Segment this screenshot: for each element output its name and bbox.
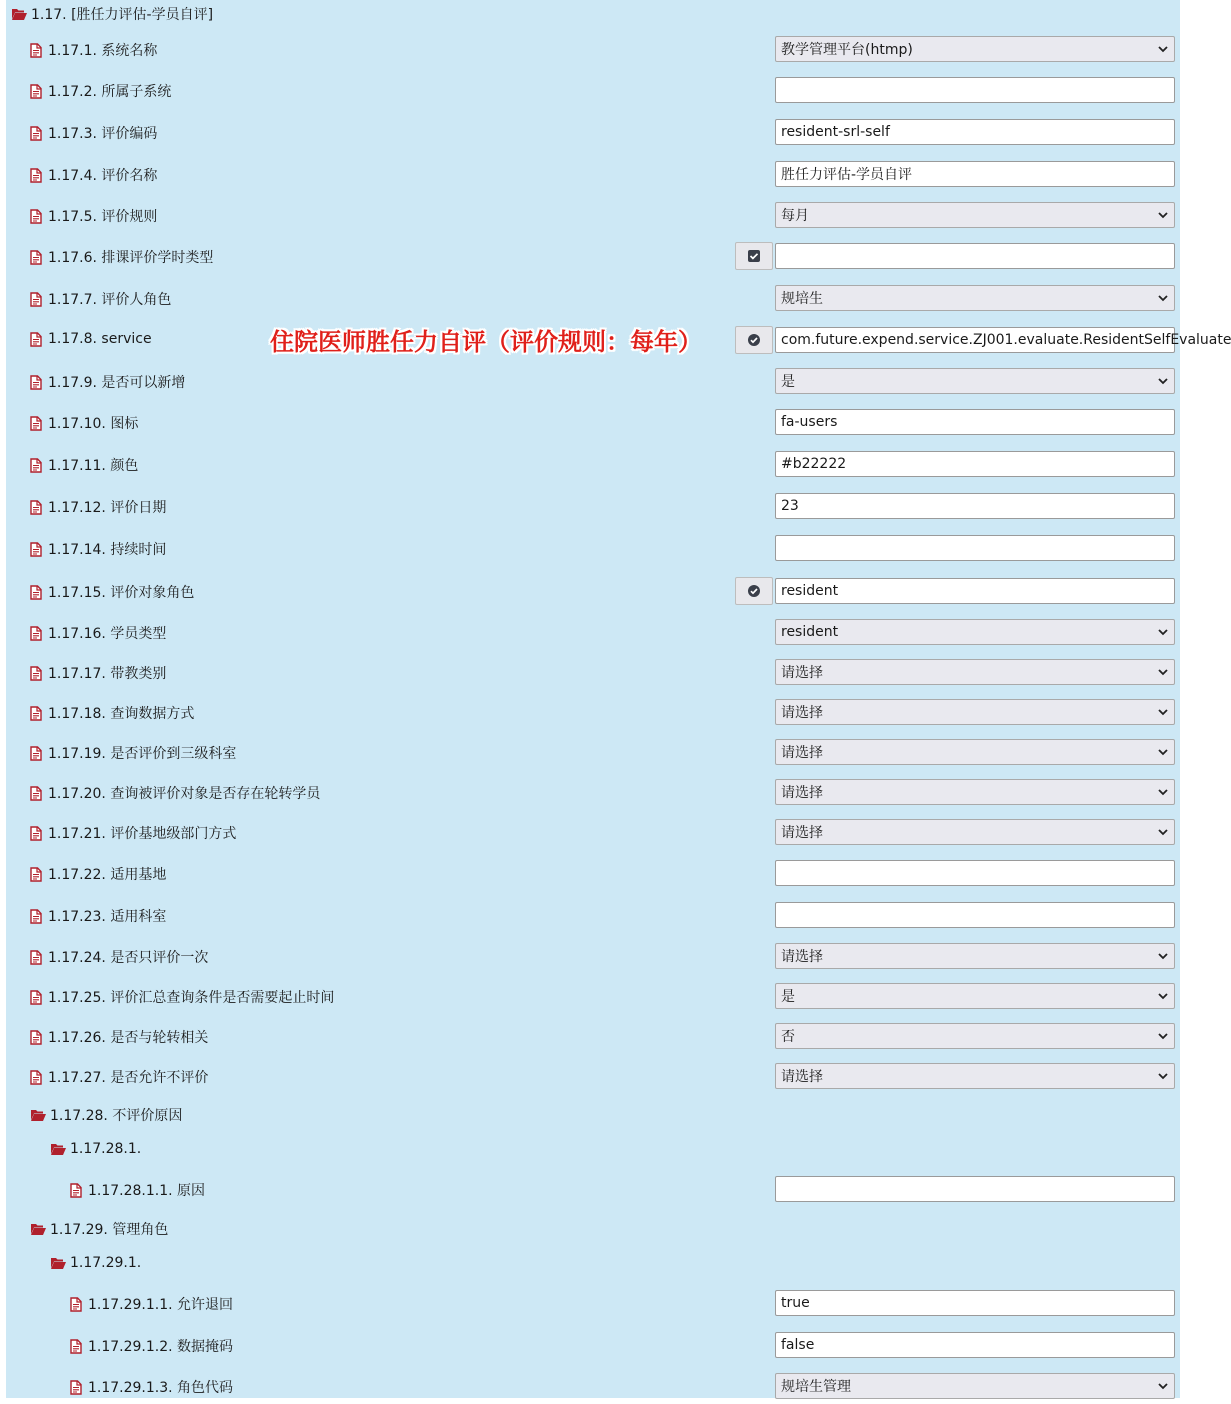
field-select[interactable]	[775, 36, 1175, 62]
input-value: resident	[781, 583, 839, 599]
field-input[interactable]	[775, 119, 1175, 145]
field-label: 1.17.14. 持续时间	[48, 542, 167, 558]
field-label: 1.17.29.1.3. 角色代码	[88, 1380, 234, 1396]
tree-field-row	[6, 1022, 1180, 1050]
field-label: 1.17.6. 排课评价学时类型	[48, 250, 214, 266]
tree-field-row	[6, 1331, 1180, 1359]
document-icon	[28, 374, 44, 390]
field-select[interactable]	[775, 819, 1175, 845]
field-input[interactable]	[775, 327, 1231, 353]
field-label-wrap	[28, 123, 157, 143]
field-label-wrap	[28, 743, 236, 763]
select-value: 是	[781, 374, 795, 390]
tree-field-row	[6, 901, 1180, 929]
section-header[interactable]	[6, 2, 1180, 24]
field-label-wrap	[30, 1219, 168, 1239]
field-label-wrap	[28, 582, 194, 602]
document-icon	[28, 1029, 44, 1045]
field-label: 1.17.12. 评价日期	[48, 500, 167, 516]
chevron-down-icon	[1157, 746, 1169, 758]
document-icon	[68, 1182, 84, 1198]
field-label-wrap	[28, 663, 166, 683]
field-label-wrap	[68, 1336, 233, 1356]
tree-field-row	[6, 942, 1180, 970]
field-label: 1.17.29.1.2. 数据掩码	[88, 1339, 234, 1355]
document-icon	[28, 167, 44, 183]
field-label: 1.17.7. 评价人角色	[48, 292, 172, 308]
field-input[interactable]	[775, 1290, 1175, 1316]
field-label-wrap	[68, 1377, 233, 1397]
chevron-down-icon	[1157, 375, 1169, 387]
field-select[interactable]	[775, 779, 1175, 805]
select-value: 请选择	[781, 825, 823, 841]
field-input[interactable]	[775, 409, 1175, 435]
field-label: 1.17.17. 带教类别	[48, 666, 167, 682]
field-label: 1.17.8. service	[48, 331, 152, 347]
tree-field-row	[6, 201, 1180, 229]
tree-field-row	[6, 1062, 1180, 1090]
field-label-wrap	[28, 1027, 208, 1047]
field-label-wrap	[28, 289, 171, 309]
document-icon	[28, 908, 44, 924]
tree-field-row	[6, 1175, 1180, 1203]
field-label: 1.17.28.1.1. 原因	[88, 1183, 206, 1199]
select-value: 规培生	[781, 291, 823, 307]
tree-field-row	[6, 118, 1180, 146]
field-label-wrap	[28, 864, 166, 884]
field-select[interactable]	[775, 739, 1175, 765]
field-toggle-button[interactable]	[735, 577, 773, 605]
tree-folder-row[interactable]	[6, 1136, 1180, 1164]
field-select[interactable]	[775, 983, 1175, 1009]
field-label: 1.17.9. 是否可以新增	[48, 375, 186, 391]
field-label-wrap	[28, 906, 166, 926]
field-label: 1.17.29.1.1. 允许退回	[88, 1297, 234, 1313]
tree-field-row	[6, 778, 1180, 806]
document-icon	[28, 949, 44, 965]
field-select[interactable]	[775, 1063, 1175, 1089]
field-input[interactable]	[775, 535, 1175, 561]
field-label-wrap	[28, 987, 334, 1007]
chevron-down-icon	[1157, 1380, 1169, 1392]
field-input[interactable]	[775, 243, 1175, 269]
tree-field-row	[6, 698, 1180, 726]
field-label: 1.17.25. 评价汇总查询条件是否需要起止时间	[48, 990, 335, 1006]
field-label: 1.17.19. 是否评价到三级科室	[48, 746, 237, 762]
chevron-down-icon	[1157, 209, 1169, 221]
field-label-wrap	[50, 1141, 141, 1157]
select-value: 请选择	[781, 705, 823, 721]
tree-field-row	[6, 859, 1180, 887]
document-icon	[28, 249, 44, 265]
field-label-wrap	[28, 783, 320, 803]
field-label: 1.17.15. 评价对象角色	[48, 585, 195, 601]
field-label-wrap	[28, 703, 194, 723]
field-label-wrap	[28, 413, 138, 433]
section-label: 1.17. [胜任力评估-学员自评]	[31, 7, 214, 23]
select-value: resident	[781, 624, 839, 640]
tree-field-row	[6, 492, 1180, 520]
tree-folder-row[interactable]	[6, 1100, 1180, 1128]
field-label: 1.17.22. 适用基地	[48, 867, 167, 883]
field-input[interactable]	[775, 1176, 1175, 1202]
field-select[interactable]	[775, 368, 1175, 394]
field-label-wrap	[28, 947, 208, 967]
field-label: 1.17.4. 评价名称	[48, 168, 158, 184]
field-label-wrap	[68, 1294, 233, 1314]
field-input[interactable]	[775, 161, 1175, 187]
document-icon	[28, 745, 44, 761]
field-select[interactable]	[775, 943, 1175, 969]
field-select[interactable]	[775, 1373, 1175, 1399]
tree-field-row	[6, 818, 1180, 846]
tree-field-row	[6, 1372, 1180, 1400]
tree-field-row	[6, 577, 1180, 605]
field-label-wrap	[28, 206, 157, 226]
field-toggle-button[interactable]	[735, 326, 773, 354]
field-input[interactable]	[775, 860, 1175, 886]
check-circle-icon	[746, 332, 762, 348]
field-label: 1.17.10. 图标	[48, 416, 139, 432]
field-label: 1.17.23. 适用科室	[48, 909, 167, 925]
document-icon	[68, 1379, 84, 1395]
document-icon	[28, 291, 44, 307]
field-label-wrap	[28, 497, 166, 517]
input-value: true	[781, 1295, 810, 1311]
chevron-down-icon	[1157, 990, 1169, 1002]
tree-field-row	[6, 534, 1180, 562]
document-icon	[28, 415, 44, 431]
chevron-down-icon	[1157, 706, 1169, 718]
field-label-wrap	[28, 165, 157, 185]
select-value: 否	[781, 1029, 795, 1045]
tree-field-row	[6, 76, 1180, 104]
field-label: 1.17.28. 不评价原因	[50, 1108, 183, 1124]
document-icon	[28, 331, 44, 347]
select-value: 规培生管理	[781, 1379, 851, 1395]
field-label-wrap	[28, 539, 166, 559]
chevron-down-icon	[1157, 43, 1169, 55]
tree-field-row	[6, 35, 1180, 63]
field-select[interactable]	[775, 699, 1175, 725]
document-icon	[68, 1296, 84, 1312]
check-circle-icon	[746, 583, 762, 599]
chevron-down-icon	[1157, 292, 1169, 304]
field-input[interactable]	[775, 493, 1175, 519]
field-label: 1.17.28.1.	[70, 1141, 142, 1157]
field-label: 1.17.2. 所属子系统	[48, 84, 172, 100]
select-value: 每月	[781, 208, 809, 224]
field-label-wrap	[68, 1180, 205, 1200]
field-select[interactable]	[775, 659, 1175, 685]
document-icon	[28, 42, 44, 58]
chevron-down-icon	[1157, 786, 1169, 798]
field-label: 1.17.5. 评价规则	[48, 209, 158, 225]
tree-field-row	[6, 738, 1180, 766]
field-label-wrap	[28, 81, 171, 101]
input-value: false	[781, 1337, 815, 1353]
input-value: 23	[781, 498, 799, 514]
field-label-wrap	[50, 1255, 141, 1271]
select-value: 教学管理平台(htmp)	[781, 42, 913, 58]
tree-field-row	[6, 242, 1180, 270]
folder-open-icon	[50, 1141, 66, 1157]
field-label-wrap	[30, 1105, 182, 1125]
field-label: 1.17.20. 查询被评价对象是否存在轮转学员	[48, 786, 321, 802]
document-icon	[28, 625, 44, 641]
tree-field-row	[6, 618, 1180, 646]
field-label: 1.17.21. 评价基地级部门方式	[48, 826, 237, 842]
field-label-wrap	[28, 40, 157, 60]
document-icon	[28, 825, 44, 841]
chevron-down-icon	[1157, 950, 1169, 962]
field-label-wrap	[28, 372, 185, 392]
document-icon	[28, 1069, 44, 1085]
document-icon	[28, 705, 44, 721]
field-label-wrap	[28, 455, 138, 475]
select-value: 请选择	[781, 785, 823, 801]
field-label: 1.17.16. 学员类型	[48, 626, 167, 642]
field-label: 1.17.29. 管理角色	[50, 1222, 169, 1238]
input-value: 胜任力评估-学员自评	[781, 167, 913, 183]
field-input[interactable]	[775, 451, 1175, 477]
field-select[interactable]	[775, 619, 1175, 645]
folder-open-icon	[11, 6, 27, 22]
chevron-down-icon	[1157, 666, 1169, 678]
document-icon	[28, 785, 44, 801]
field-label: 1.17.24. 是否只评价一次	[48, 950, 209, 966]
field-label: 1.17.11. 颜色	[48, 458, 139, 474]
field-label: 1.17.3. 评价编码	[48, 126, 158, 142]
field-select[interactable]	[775, 1023, 1175, 1049]
field-input[interactable]	[775, 578, 1175, 604]
input-value: resident-srl-self	[781, 124, 890, 140]
document-icon	[28, 866, 44, 882]
document-icon	[28, 125, 44, 141]
field-label-wrap	[28, 247, 213, 267]
chevron-down-icon	[1157, 1070, 1169, 1082]
tree-field-row	[6, 658, 1180, 686]
tree-folder-row[interactable]	[6, 1214, 1180, 1242]
input-value: com.future.expend.service.ZJ001.evaluate.ResidentSelfEvaluate	[781, 332, 1231, 348]
tree-field-row	[6, 1289, 1180, 1317]
tree-field-row	[6, 408, 1180, 436]
annotation-overlay: 住院医师胜任力自评（评价规则：每年）	[270, 327, 702, 356]
select-value: 请选择	[781, 745, 823, 761]
field-label: 1.17.27. 是否允许不评价	[48, 1070, 209, 1086]
field-label: 1.17.18. 查询数据方式	[48, 706, 195, 722]
field-toggle-button[interactable]	[735, 242, 773, 270]
tree-field-row	[6, 450, 1180, 478]
folder-open-icon	[50, 1255, 66, 1271]
tree-field-row	[6, 160, 1180, 188]
chevron-down-icon	[1157, 1030, 1169, 1042]
document-icon	[28, 208, 44, 224]
chevron-down-icon	[1157, 626, 1169, 638]
field-label-wrap	[28, 623, 166, 643]
select-value: 请选择	[781, 1069, 823, 1085]
field-label: 1.17.1. 系统名称	[48, 43, 158, 59]
field-input[interactable]	[775, 77, 1175, 103]
field-select[interactable]	[775, 202, 1175, 228]
input-value: #b22222	[781, 456, 847, 472]
tree-field-row	[6, 982, 1180, 1010]
document-icon	[28, 665, 44, 681]
tree-folder-row[interactable]	[6, 1250, 1180, 1278]
field-select[interactable]	[775, 285, 1175, 311]
check-square-icon	[746, 248, 762, 264]
document-icon	[28, 541, 44, 557]
tree-field-row	[6, 284, 1180, 312]
document-icon	[28, 584, 44, 600]
document-icon	[28, 457, 44, 473]
document-icon	[28, 499, 44, 515]
tree-field-row	[6, 367, 1180, 395]
document-icon	[28, 989, 44, 1005]
select-value: 是	[781, 989, 795, 1005]
field-label-wrap	[28, 823, 236, 843]
chevron-down-icon	[1157, 826, 1169, 838]
document-icon	[28, 83, 44, 99]
select-value: 请选择	[781, 949, 823, 965]
folder-open-icon	[30, 1221, 46, 1237]
input-value: fa-users	[781, 414, 838, 430]
folder-open-icon	[30, 1107, 46, 1123]
field-label: 1.17.29.1.	[70, 1255, 142, 1271]
select-value: 请选择	[781, 665, 823, 681]
field-input[interactable]	[775, 1332, 1175, 1358]
config-tree-panel	[6, 0, 1231, 1398]
field-label: 1.17.26. 是否与轮转相关	[48, 1030, 209, 1046]
field-label-wrap	[28, 331, 152, 347]
field-label-wrap	[28, 1067, 208, 1087]
document-icon	[68, 1338, 84, 1354]
field-input[interactable]	[775, 902, 1175, 928]
